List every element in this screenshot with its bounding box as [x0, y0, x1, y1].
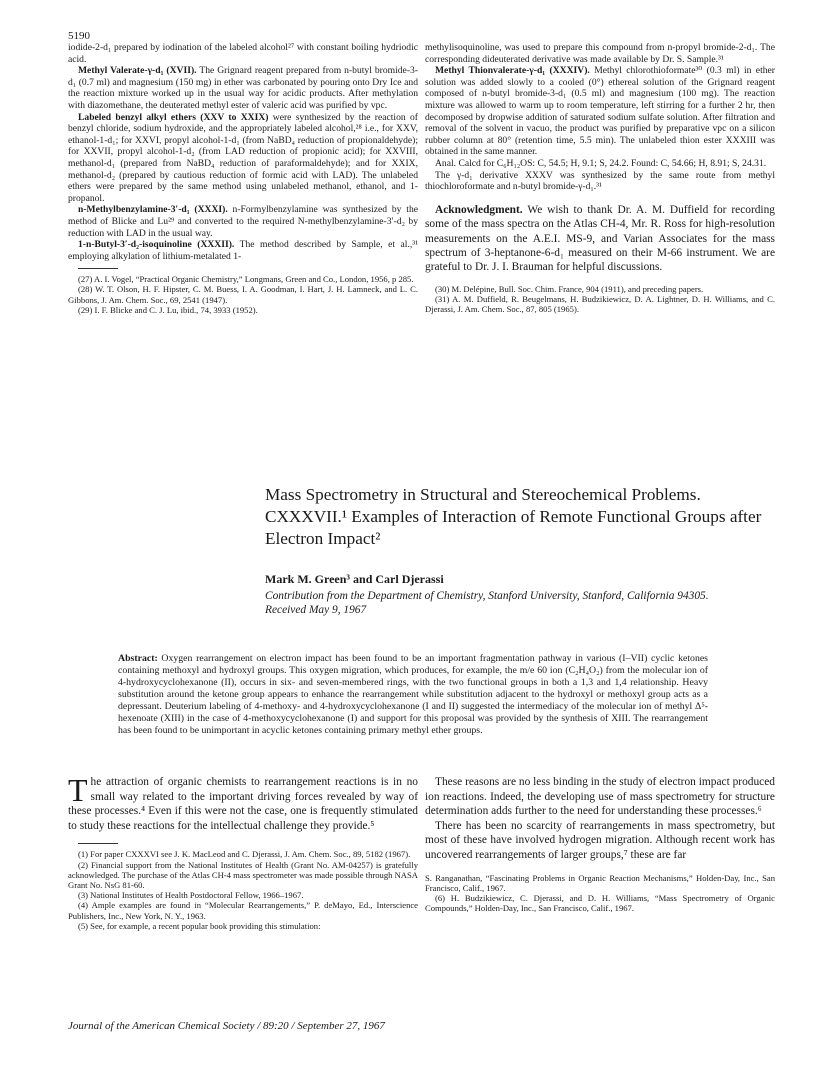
body-left-column	[68, 772, 418, 931]
abstract	[118, 653, 708, 737]
acknowledgment-heading: Acknowledgment.	[435, 203, 523, 216]
footnote: S. Ranganathan, “Fascinating Problems in Organic Reaction Mechanisms,” Holden-Day, Inc., San Francisco, Calif., 1967.	[425, 872, 775, 893]
footnote: (2) Financial support from the National Institutes of Health (Grant No. AM-04257) is gratefully acknowledged. The purchase of the Atlas CH-4 mass spectrometer was made possible through NASA Grant No. NsG 81-60.	[68, 859, 418, 890]
paragraph	[68, 204, 418, 239]
paragraph: methylisoquinoline, was used to prepare this compound from n-propyl bromide-2-d₁. The corresponding dideuterated derivative was made available by Dr. S. Sample.³¹	[425, 42, 775, 65]
paragraph: There has been no scarcity of rearrangements in mass spectrometry, but most of these have involved hydrogen migration. Although recent work has uncovered rearrangements of larger groups,⁷ these are far	[425, 819, 775, 861]
footnotes	[425, 873, 775, 914]
paragraph: The γ-d₁ derivative XXXV was synthesized by the same route from methyl thiochloroformate and n-butyl bromide-γ-d₁.³¹	[425, 169, 775, 193]
experimental-left-column	[68, 42, 418, 315]
footnote: (3) National Institutes of Health Postdoctoral Fellow, 1966–1967.	[78, 890, 304, 901]
section-heading: n-Methylbenzylamine-3′-d₁ (XXXI).	[78, 204, 228, 216]
section-heading: Methyl Thionvalerate-γ-d₁ (XXXIV).	[435, 65, 590, 77]
paragraph-text: The Grignard reagent prepared from n-butyl bromide-3-d₁ (0.7 ml) and magnesium (150 mg) in ether was carbonated by pouring onto Dry Ice and the reaction mixture worked up in the usual way for acidic products. After methylation with diazomethane, the deuterated methyl ester of valeric acid was purified by vpc.	[68, 65, 418, 111]
journal-footer: Journal of the American Chemical Society / 89:20 / September 27, 1967	[68, 1020, 385, 1032]
acknowledgment-text: We wish to thank Dr. A. M. Duffield for recording some of the mass spectra on the Atlas CH-4, Mr. R. Ross for high-resolution measurements on the A.E.I. MS-9, and Varian Associates for the mass spectrum of 3-heptanone-6-d₁ measured on their M-66 instrument. We are grateful to Dr. J. I. Brauman for helpful discussions.	[425, 203, 775, 274]
footnote: (27) A. I. Vogel, “Practical Organic Chemistry,” Longmans, Green and Co., London, 1956, p 285.	[78, 274, 414, 285]
body-right-column	[425, 775, 775, 913]
paragraph	[68, 239, 418, 262]
footnote: (5) See, for example, a recent popular book providing this stimulation:	[78, 920, 321, 931]
article-affiliation: Contribution from the Department of Chemistry, Stanford University, Stanford, California 94305. Received May 9, 1967	[265, 590, 709, 616]
footnotes	[68, 274, 418, 315]
footnote: (6) H. Budzikiewicz, C. Djerassi, and D. H. Williams, “Mass Spectrometry of Organic Compounds,” Holden-Day, Inc., San Francisco, Calif., 1967.	[425, 892, 775, 914]
paragraph	[68, 65, 418, 111]
footnote: (1) For paper CXXXVI see J. K. MacLeod and C. Djerassi, J. Am. Chem. Soc., 89, 5182 (1967).	[78, 849, 411, 860]
footnote-rule	[78, 843, 118, 844]
paragraph	[425, 65, 775, 158]
paragraph-text: The method described by Sample, et al.,³¹ employing alkylation of lithium-metalated 1-	[68, 239, 419, 262]
footnotes	[425, 284, 775, 315]
paragraph: These reasons are no less binding in the study of electron impact produced ion reactions. Indeed, the developing use of mass spectrometry for structure determination adds further to the need for understanding these processes.⁶	[425, 776, 775, 818]
body-text	[425, 775, 775, 863]
footnote: (30) M. Delépine, Bull. Soc. Chim. France, 904 (1911), and preceding papers.	[435, 283, 704, 294]
article-title: Mass Spectrometry in Structural and Stereochemical Problems. CXXXVII.¹ Examples of Interaction of Remote Functional Groups after Electron Impact²	[265, 485, 762, 548]
drop-cap: T	[68, 772, 88, 808]
intro-paragraph	[68, 772, 418, 833]
paragraph-text: n-Formylbenzylamine was synthesized by the method of Blicke and Lu²⁹ and converted to the required N-methylbenzylamine-3′-d₂ by reduction with LAD in the usual way.	[68, 204, 418, 239]
footnote: (31) A. M. Duffield, R. Beugelmans, H. Budzikiewicz, D. A. Lightner, D. H. Williams, and C. Djerassi, J. Am. Chem. Soc., 87, 805 (1965).	[425, 293, 775, 315]
abstract-text: Oxygen rearrangement on electron impact has been found to be an important fragmentation pathway in various (I–VII) cyclic ketones containing methoxyl and hydroxyl groups. This oxygen migration, which produces, for example, the m/e 60 ion (C₂H₄O₂) from the molecular ion of 4-hydroxycyclohexanone (II), occurs in six- and seven-membered rings, with the two functional groups in both a 1,3 and 1,4 relationship. Heavy substitution around the ketone group appears to enhance the rearrangement while substitution adjacent to the hydroxyl or methoxyl group acts as a depressant. Deuterium labeling of 4-methoxy- and 4-hydroxycyclohexanone (I and II) suggested the intermediacy of the molecular ion of methyl Δ⁵-hexenoate (XIII) in the case of 4-methoxycyclohexanone (I) and support for this proposal was provided by the synthesis of XIII. The rearrangement has been found to be unimportant in acyclic ketones containing primary methyl ether groups.	[118, 653, 708, 736]
section-heading: 1-n-Butyl-3′-d₂-isoquinoline (XXXII).	[78, 239, 235, 251]
footnote-rule	[78, 268, 118, 269]
article-authors: Mark M. Green³ and Carl Djerassi	[265, 572, 444, 586]
section-heading: Methyl Valerate-γ-d₁ (XVII).	[78, 65, 197, 77]
section-heading: Labeled benzyl alkyl ethers (XXV to XXIX)	[78, 111, 269, 123]
footnotes	[68, 849, 418, 931]
page-number: 5190	[68, 30, 90, 42]
footnote: (4) Ample examples are found in “Molecular Rearrangements,” P. deMayo, Ed., Interscience Publishers, Inc., New York, N. Y., 1963.	[68, 900, 418, 921]
paragraph: iodide-2-d₁ prepared by iodination of the labeled alcohol²⁷ with constant boiling hydriodic acid.	[68, 42, 418, 65]
paragraph	[68, 112, 418, 205]
abstract-label: Abstract:	[118, 653, 158, 664]
paragraph: Anal. Calcd for C₆H₁₂OS: C, 54.5; H, 9.1; S, 24.2. Found: C, 54.66; H, 8.91; S, 24.31.	[435, 157, 767, 169]
acknowledgment	[425, 203, 775, 275]
footnote: (28) W. T. Olson, H. F. Hipster, C. M. Buess, I. A. Goodman, I. Hart, J. H. Lamneck, and L. C. Gibbons, J. Am. Chem. Soc., 69, 2541 (1947).	[68, 284, 418, 305]
footnote: (29) I. F. Blicke and C. J. Lu, ibid., 74, 3933 (1952).	[78, 304, 258, 315]
intro-text: he attraction of organic chemists to rearrangement reactions is in no small way related to the important driving forces revealed by way of these processes.⁴ Even if this were not the case, one is frequently stimulated to study these reactions for the intellectual challenge they provide.⁵	[68, 776, 418, 832]
experimental-right-column	[425, 42, 775, 314]
paragraph-text: Methyl chlorothioformate³⁰ (0.3 ml) in ether solution was added slowly to a cooled (0°) ethereal solution of the Grignard reagent composed of n-butyl bromide-3-d₁ (0.5 ml) and magnesium (100 mg). The reaction mixture was allowed to warm up to room temperature, left stirring for a further 2 hr, then decomposed by dropwise addition of saturated sodium sulfate solution. After filtration and removal of the solvent in vacuo, the product was purified by preparative vpc on a silicon rubber column at 80° (retention time, 5.5 min). The unlabeled thion ester XXXIII was obtained in the same manner.	[425, 65, 775, 158]
paragraph-text: were synthesized by the reaction of benzyl chloride, sodium hydroxide, and the appropriately labeled alcohol,²⁸ i.e., for XXV, ethanol-1-d₁; for XXVI, propyl alcohol-1-d₁ (from NaBD₄ reduction of propionaldehyde); for XXVII, propyl alcohol-1-d₂ (from LAD reduction of propionic acid); for XXVIII, methanol-d₁ (prepared from NaBD₄ reduction of paraformaldehyde); and for XXIX, methanol-d₂ (prepared by cautious reduction of formic acid with LAD). The unlabeled ethers were prepared by the same method using unlabeled methanol, ethanol, and 1-propanol.	[68, 111, 418, 204]
